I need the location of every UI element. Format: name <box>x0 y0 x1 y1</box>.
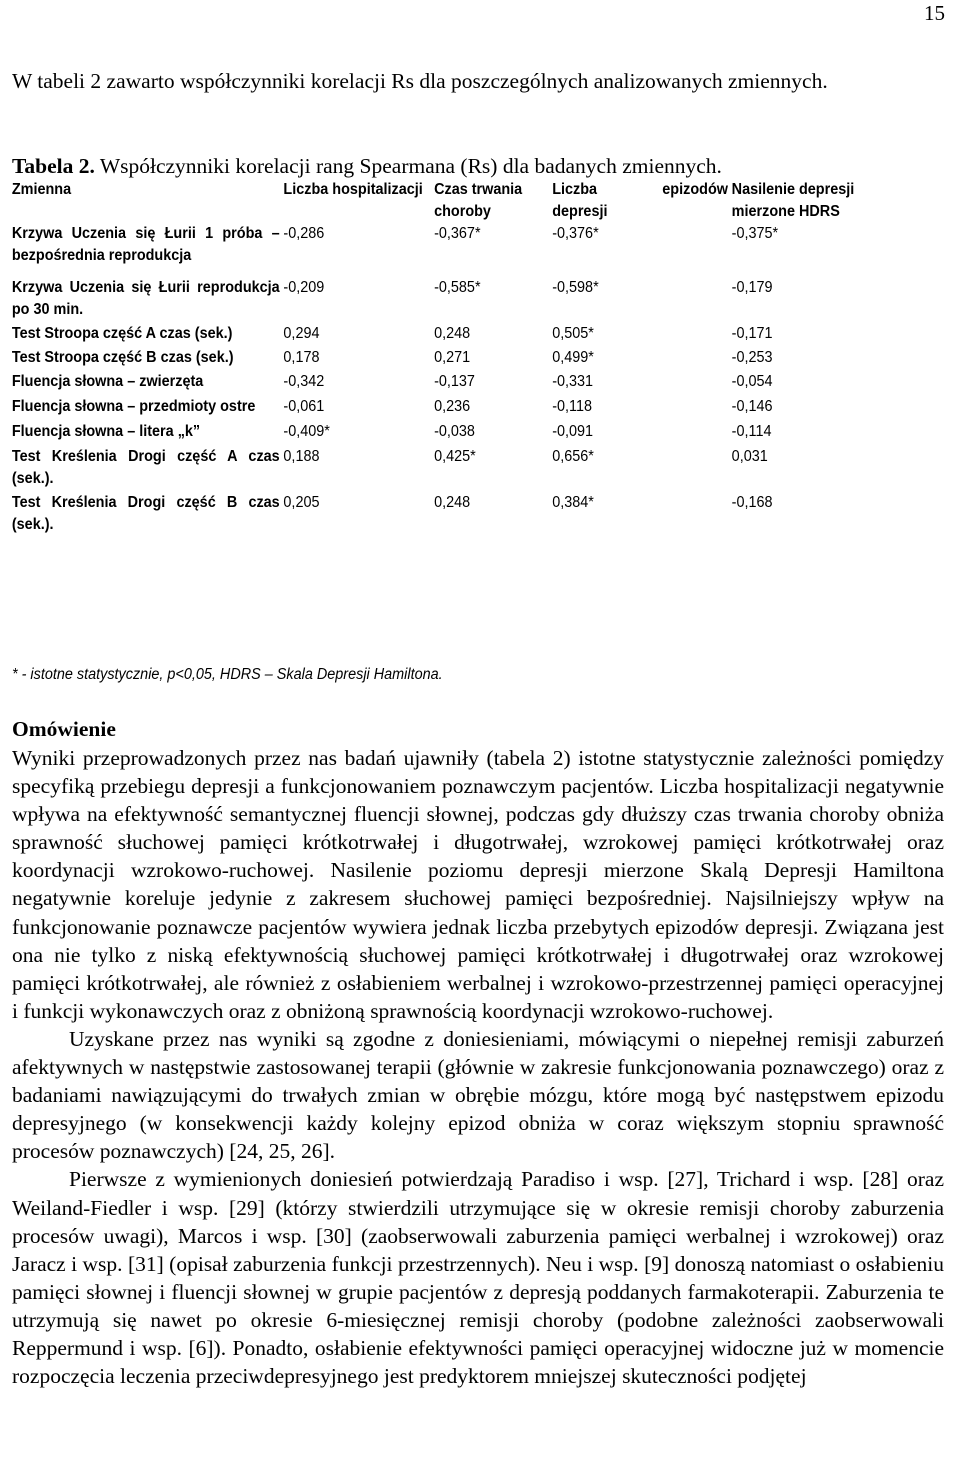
row-variable-name: Test Stroopa część A czas (sek.) <box>11 325 233 342</box>
header-duration: Czas trwania choroby <box>434 181 523 220</box>
header-episodes-part2: epizodów <box>662 181 728 198</box>
row-variable-name: Fluencja słowna – przedmioty ostre <box>11 398 256 415</box>
correlation-value: -0,137 <box>434 373 475 390</box>
correlation-value: 0,205 <box>283 494 320 511</box>
correlation-value: 0,236 <box>434 398 471 415</box>
table-row <box>10 446 916 492</box>
section-heading: Omówienie <box>12 717 116 741</box>
correlation-value: -0,114 <box>731 423 772 440</box>
correlation-value: -0,342 <box>283 373 325 390</box>
table-row <box>10 323 916 347</box>
table-row <box>10 347 916 371</box>
header-episodes <box>550 179 729 223</box>
correlation-value: -0,375* <box>731 225 779 242</box>
correlation-value: -0,168 <box>731 494 773 511</box>
correlation-value: -0,038 <box>434 423 475 440</box>
discussion-text <box>12 744 944 1390</box>
correlation-value: 0,294 <box>283 325 320 342</box>
header-hospitalizations: Liczba hospitalizacji <box>283 181 423 198</box>
correlation-value: -0,409* <box>283 423 330 440</box>
table-caption <box>12 153 952 180</box>
table-row <box>10 371 916 396</box>
correlation-value: 0,499* <box>552 349 594 366</box>
correlation-value: 0,031 <box>731 448 768 465</box>
table-row <box>10 492 916 538</box>
correlation-value: -0,179 <box>731 279 773 296</box>
correlation-table <box>10 179 916 538</box>
page-number: 15 <box>924 1 945 25</box>
table-row <box>10 277 916 323</box>
correlation-value: -0,209 <box>283 279 325 296</box>
correlation-value: 0,271 <box>434 349 471 366</box>
correlation-value: 0,656* <box>552 448 594 465</box>
row-variable-name: Test Stroopa część B czas (sek.) <box>11 349 234 366</box>
table-row <box>10 421 916 446</box>
header-severity: Nasilenie depresji mierzone HDRS <box>731 181 855 220</box>
row-variable-name: Test Kreślenia Drogi część A czas (sek.). <box>11 448 280 487</box>
correlation-value: 0,248 <box>434 494 471 511</box>
table-body <box>10 223 916 538</box>
correlation-value: 0,188 <box>283 448 320 465</box>
correlation-value: -0,091 <box>552 423 594 440</box>
paragraph-2: Uzyskane przez nas wyniki są zgodne z doniesieniami, mówiącymi o niepełnej remisji zaburzeń afektywnych w następstwie zastosowanej terapii (głównie w zakresie funkcjonowania poznawczego) oraz z badaniami nawiązującymi do trwałych zmian w obrębie mózgu, które mogą być następstwem epizodu depresyjnego (w konsekwencji każdy kolejny epizod obniża w coraz większym stopniu sprawność procesów poznawczych) [24, 25, 26]. <box>12 1026 944 1164</box>
header-variable: Zmienna <box>11 181 72 198</box>
table-row <box>10 396 916 421</box>
header-episodes-part3: depresji <box>552 203 608 220</box>
correlation-value: 0,384* <box>552 494 594 511</box>
correlation-value: 0,505* <box>552 325 594 342</box>
row-variable-name: Fluencja słowna – zwierzęta <box>11 373 204 390</box>
correlation-value: -0,253 <box>731 349 773 366</box>
paragraph-1: Wyniki przeprowadzonych przez nas badań ujawniły (tabela 2) istotne statystycznie zależności pomiędzy specyfiką przebiegu depresji a funkcjonowaniem poznawczym pacjentów. Liczba hospitalizacji negatywnie wpływa na efektywność semantycznej fluencji słownej, podczas gdy dłuższy czas trwania choroby obniża sprawność słuchowej pamięci krótkotrwałej i długotrwałej, wzrokowej pamięci krótkotrwałej oraz koordynacji wzrokowo-ruchowej. Nasilenie poziomu depresji mierzone Skalą Depresji Hamiltona negatywnie koreluje jedynie z zakresem słuchowej pamięci bezpośredniej. Najsilniejszy wpływ na funkcjonowanie poznawcze pacjentów wywiera jednak liczba przebytych epizodów depresji. Związana jest ona nie tylko z niską efektywnością słuchowej pamięci krótkotrwałej i długotrwałej oraz wzrokowej pamięci krótkotrwałej, ale również z osłabieniem werbalnej i wzrokowo-przestrzennej pamięci operacyjnej i funkcji wykonawczych oraz z obniżoną sprawnością koordynacji wzrokowo-ruchowej. <box>12 746 944 1023</box>
correlation-value: -0,331 <box>552 373 594 390</box>
table-caption-text: Współczynniki korelacji rang Spearmana (Rs) dla badanych zmiennych. <box>99 154 722 178</box>
table-row <box>10 223 916 277</box>
row-variable-name: Fluencja słowna – litera „k” <box>11 423 201 440</box>
correlation-value: -0,286 <box>283 225 325 242</box>
correlation-value: 0,425* <box>434 448 476 465</box>
header-episodes-part1: Liczba <box>552 181 598 198</box>
correlation-value: -0,146 <box>731 398 773 415</box>
correlation-value: -0,585* <box>434 279 481 296</box>
correlation-value: -0,376* <box>552 225 599 242</box>
correlation-value: -0,367* <box>434 225 481 242</box>
correlation-value: -0,598* <box>552 279 599 296</box>
correlation-value: 0,248 <box>434 325 471 342</box>
correlation-value: -0,054 <box>731 373 773 390</box>
correlation-value: 0,178 <box>283 349 320 366</box>
table-caption-label: Tabela 2. <box>12 154 95 178</box>
table-footnote: * - istotne statystycznie, p<0,05, HDRS – Skala Depresji Hamiltona. <box>12 666 443 683</box>
intro-paragraph: W tabeli 2 zawarto współczynniki korelacji Rs dla poszczególnych analizowanych zmiennych. <box>12 69 828 93</box>
correlation-value: -0,118 <box>552 398 593 415</box>
correlation-value: -0,171 <box>731 325 773 342</box>
table-header-row <box>10 179 916 223</box>
row-variable-name: Krzywa Uczenia się Łurii 1 próba – bezpośrednia reprodukcja <box>11 225 280 264</box>
paragraph-3: Pierwsze z wymienionych doniesień potwierdzają Paradiso i wsp. [27], Trichard i wsp. [28] oraz Weiland-Fiedler i wsp. [29] (którzy stwierdzili utrzymujące się w okresie remisji choroby zaburzenia procesów uwagi), Marcos i wsp. [30] (zaobserwowali zaburzenia pamięci werbalnej i wzrokowej) oraz Jaracz i wsp. [31] (opisał zaburzenia funkcji przestrzennych). Neu i wsp. [9] donoszą natomiast o osłabieniu pamięci słownej i fluencji słownej w grupie pacjentów z depresją poddanych farmakoterapii. Zaburzenia te utrzymują się nawet po okresie 6-miesięcznej remisji choroby (podobne zależności zaobserwowali Reppermund i wsp. [6]). Ponadto, osłabienie efektywności pamięci operacyjnej widoczne już w momencie rozpoczęcia leczenia przeciwdepresyjnego jest predyktorem mniejszej skuteczności podjętej <box>12 1167 944 1389</box>
row-variable-name: Test Kreślenia Drogi część B czas (sek.). <box>11 494 280 533</box>
correlation-value: -0,061 <box>283 398 325 415</box>
row-variable-name: Krzywa Uczenia się Łurii reprodukcja po 30 min. <box>11 279 280 318</box>
